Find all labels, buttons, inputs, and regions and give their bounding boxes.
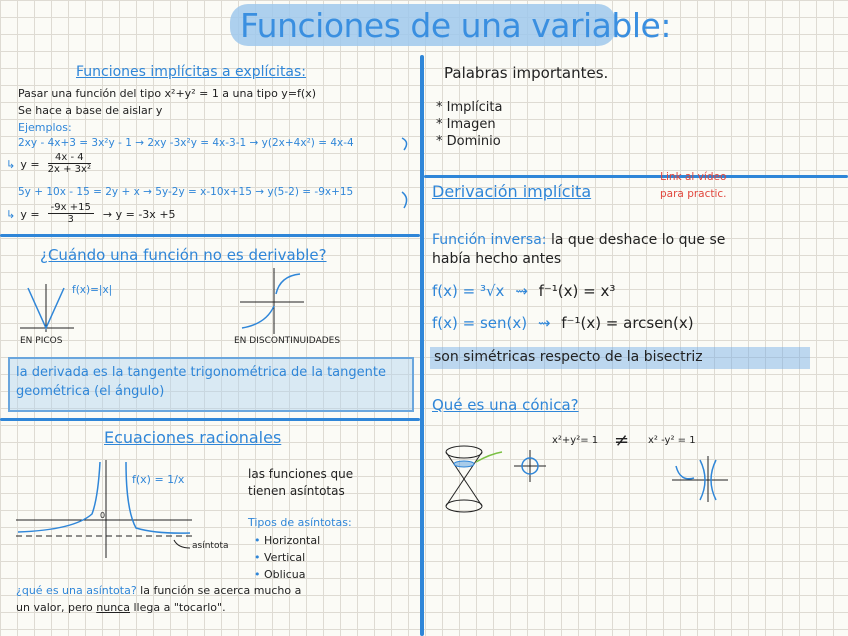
asymptote-types-heading: Tipos de asíntotas: (248, 516, 352, 529)
vertical-divider (420, 55, 424, 636)
asymptote-answer-2: un valor, pero (16, 601, 93, 614)
divider-right-1 (424, 175, 848, 178)
rational-graph-label: f(x) = 1/x (132, 473, 185, 486)
derivable-heading: ¿Cuándo una función no es derivable? (40, 246, 327, 264)
arrow-icon: ↳ (6, 208, 16, 221)
video-link-line1[interactable]: Link al vídeo (660, 171, 727, 183)
type-oblicua: • Oblicua (254, 568, 306, 581)
video-link-line2[interactable]: para practic. (660, 188, 727, 200)
circle-equation: x²+y²= 1 (552, 435, 599, 446)
asymptote-question: ¿qué es una asíntota? (16, 584, 137, 597)
ex1-fraction (48, 152, 91, 175)
inverse-eq-1 (432, 282, 615, 300)
ex2-den: 3 (67, 214, 74, 225)
keyword-dominio: * Dominio (436, 134, 501, 149)
implicit-heading: Funciones implícitas a explícitas: (76, 64, 307, 80)
discontinuity-graph (236, 266, 308, 336)
asymptote-answer-3: llega a "tocarlo". (133, 601, 226, 614)
asymptote-label: asíntota (192, 541, 229, 551)
ex1-num: 4x - 4 (48, 152, 91, 164)
eq1-rhs: f⁻¹(x) = x³ (538, 282, 616, 300)
derivation-heading: Derivación implícita (432, 182, 592, 201)
not-equal-icon: ≠ (614, 430, 630, 451)
keyword-implicita: * Implícita (436, 100, 503, 115)
example-1: 2xy - 4x+3 = 3x²y - 1 → 2xy -3x²y = 4x-3-1 → y(2x+4x²) = 4x-4 (18, 137, 354, 149)
implicit-line2: Se hace a base de aislar y (18, 104, 163, 117)
ex2-fraction (48, 202, 94, 225)
symmetry-note: son simétricas respecto de la bisectriz (434, 349, 703, 365)
asymptote-answer-1: la función se acerca mucho a (140, 584, 302, 597)
derivative-note: la derivada es la tangente trigonométrica de la tangente geométrica (el ángulo) (16, 365, 386, 399)
rational-desc-2: tienen asíntotas (248, 484, 345, 498)
inverse-eq-2 (432, 314, 694, 332)
eq2-rhs: f⁻¹(x) = arcsen(x) (561, 314, 694, 332)
video-link-note[interactable] (660, 169, 727, 203)
circle-drawing (512, 448, 548, 484)
example-2: 5y + 10x - 15 = 2y + x → 5y-2y = x-10x+15 → y(5-2) = -9x+15 (18, 186, 354, 198)
hyperbola-drawing (670, 454, 730, 504)
divider-left-2 (0, 418, 420, 421)
arrow-icon: ↳ (6, 158, 16, 171)
page-title: Funciones de una variable: (240, 6, 671, 45)
keywords-list (436, 99, 502, 150)
cone-drawing (440, 440, 504, 518)
implicit-line1: Pasar una función del tipo x²+y² = 1 a una tipo y=f(x) (18, 87, 316, 100)
asymptote-definition (16, 584, 301, 597)
ex1-lhs: y = (20, 158, 40, 171)
ex2-rhs: → y = -3x +5 (102, 208, 176, 221)
ex2-num: -9x +15 (48, 202, 94, 214)
type-vertical: • Vertical (254, 551, 306, 564)
inverse-line1 (432, 232, 725, 248)
eq2-lhs: f(x) = sen(x) (432, 314, 528, 332)
abs-graph (18, 282, 78, 334)
keyword-imagen: * Imagen (436, 117, 496, 132)
squiggle-arrow-icon: ⇝ (537, 314, 551, 332)
abs-graph-label: f(x)=|x| (72, 284, 113, 296)
hyperbola-equation: x² -y² = 1 (648, 435, 696, 446)
derivative-note-box (8, 357, 414, 412)
eq1-lhs: f(x) = ³√x (432, 282, 505, 300)
divider-left-1 (0, 234, 420, 237)
ex2-result (6, 202, 176, 225)
curly-arrows (396, 136, 414, 216)
caption-picos: EN PICOS (20, 336, 63, 346)
rational-desc-1: las funciones que (248, 467, 354, 481)
squiggle-arrow-icon: ⇝ (515, 282, 528, 300)
rational-graph (14, 458, 234, 580)
inverse-label: Función inversa: (432, 232, 547, 248)
keywords-heading: Palabras importantes. (444, 64, 609, 82)
conic-heading: Qué es una cónica? (432, 396, 579, 414)
ex2-lhs: y = (20, 208, 40, 221)
type-horizontal: • Horizontal (254, 534, 321, 547)
examples-label: Ejemplos: (18, 121, 72, 134)
asymptote-types-list (254, 532, 320, 583)
asymptote-definition-2 (16, 601, 226, 614)
ex1-den: 2x + 3x² (47, 164, 91, 175)
rational-heading: Ecuaciones racionales (104, 428, 282, 447)
inverse-desc-1: la que deshace lo que se (550, 232, 726, 248)
asymptote-answer-emph: nunca (96, 601, 130, 614)
origin-label: 0 (100, 511, 106, 520)
inverse-desc-2: había hecho antes (432, 251, 562, 267)
caption-discontinuidades: EN DISCONTINUIDADES (234, 336, 341, 346)
ex1-result (6, 152, 91, 175)
